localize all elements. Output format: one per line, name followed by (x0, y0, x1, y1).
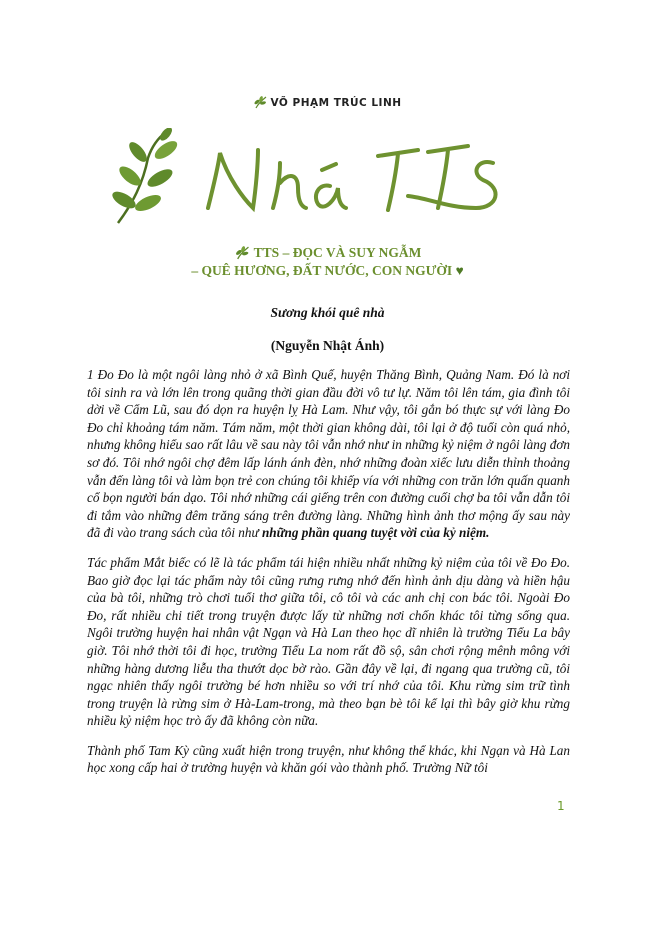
paragraph-1-text: 1 Đo Đo là một ngôi làng nhỏ ở xã Bình Quế, huyện Thăng Bình, Quảng Nam. Đó là nơi tôi sinh ra và lớn lên trong quãng thời gian đầu đời vô tư lự. Năm tôi lên tám, gia đình tôi dời về Cẩm Lũ, sau đó dọn ra huyện lỵ Hà Lam. Như vậy, tôi gắn bó thực sự với làng Đo Đo chỉ khoảng tám năm. Tám năm, một thời gian không dài, tôi lại ở độ tuổi còn quá nhỏ, nhưng không hiểu sao rất lâu về sau này tôi vẫn nhớ như in những kỷ niệm ở ngôi làng đơn sơ đó. Tôi nhớ ngôi chợ đêm lấp lánh ánh đèn, nhớ những đoàn xiếc lưu diễn thỉnh thoảng vẫn đến làng tôi và làm bọn trẻ con chúng tôi khiếp vía với những con trăn lớn quấn quanh cổ bọn người bán dạo. Tôi nhớ những cái giếng trên con đường cuối chợ ba tôi vẫn dẫn tôi đi tắm vào những đêm trăng sáng trên đường làng. Những hình ảnh thơ mộng ấy sau này đã đi vào trang sách của tôi như (87, 367, 570, 541)
paragraph-1-emphasis: những phần quang tuyệt vời của kỷ niệm. (261, 525, 490, 541)
section-heading (0, 244, 655, 280)
heading-line-2-text: – QUÊ HƯƠNG, ĐẤT NƯỚC, CON NGƯỜI (191, 263, 453, 278)
article-body (87, 366, 570, 789)
article-title: Sương khói quê nhà (270, 305, 385, 320)
heart-icon: ♥ (455, 263, 464, 278)
leaf-branch-icon (110, 128, 180, 223)
heading-line-1 (0, 244, 655, 262)
leaf-icon (234, 246, 250, 260)
heading-line-1-text: TTS – ĐỌC VÀ SUY NGẪM (253, 245, 422, 260)
heading-line-2 (0, 262, 655, 280)
paragraph-1 (87, 366, 570, 542)
author-name: VÕ PHẠM TRÚC LINH (270, 97, 402, 109)
nha-tts-logo (108, 128, 538, 233)
author-header (0, 96, 655, 109)
page-number: 1 (557, 799, 565, 813)
leaf-icon (253, 96, 267, 109)
logo-script-text (208, 146, 496, 210)
paragraph-3: Thành phố Tam Kỳ cũng xuất hiện trong truyện, như không thể khác, khi Ngạn và Hà Lan học xong cấp hai ở trường huyện và khăn gói vào thành phố. Trường Nữ tôi (87, 742, 570, 776)
paragraph-2: Tác phẩm Mắt biếc có lẽ là tác phẩm tái hiện nhiều nhất những kỷ niệm của tôi về Đo Đo. Bao giờ đọc lại tác phẩm này tôi cũng rưng rưng nhớ đến hình ảnh dịu dàng và hiền hậu của bà tôi, những trò chơi tuổi thơ giữa tôi, cô tôi và các anh chị con bác tôi. Ngoài Đo Đo, rất nhiều chi tiết trong truyện được lấy từ những nơi chốn khác tôi từng sống qua. Ngôi trường huyện hai nhân vật Ngạn và Hà Lan theo học dĩ nhiên là trường Tiểu La bây giờ. Tôi nhớ thời tôi đi học, trường Tiểu La nom rất đồ sộ, sân chơi rộng mênh mông với những hàng dương liễu tha thướt dọc bờ rào. Gần đây về lại, đi ngang qua trường cũ, tôi ngạc nhiên thấy ngôi trường bé hơn nhiều so với trí nhớ của tôi. Khu rừng sim trữ tình trong truyện là rừng sim ở Hà-Lam-trong, mà theo bạn bè tôi kể lại thì bây giờ khu rừng nhiều kỷ niệm học trò ấy đã không còn nữa. (87, 554, 570, 729)
article-author: (Nguyễn Nhật Ánh) (270, 338, 385, 353)
